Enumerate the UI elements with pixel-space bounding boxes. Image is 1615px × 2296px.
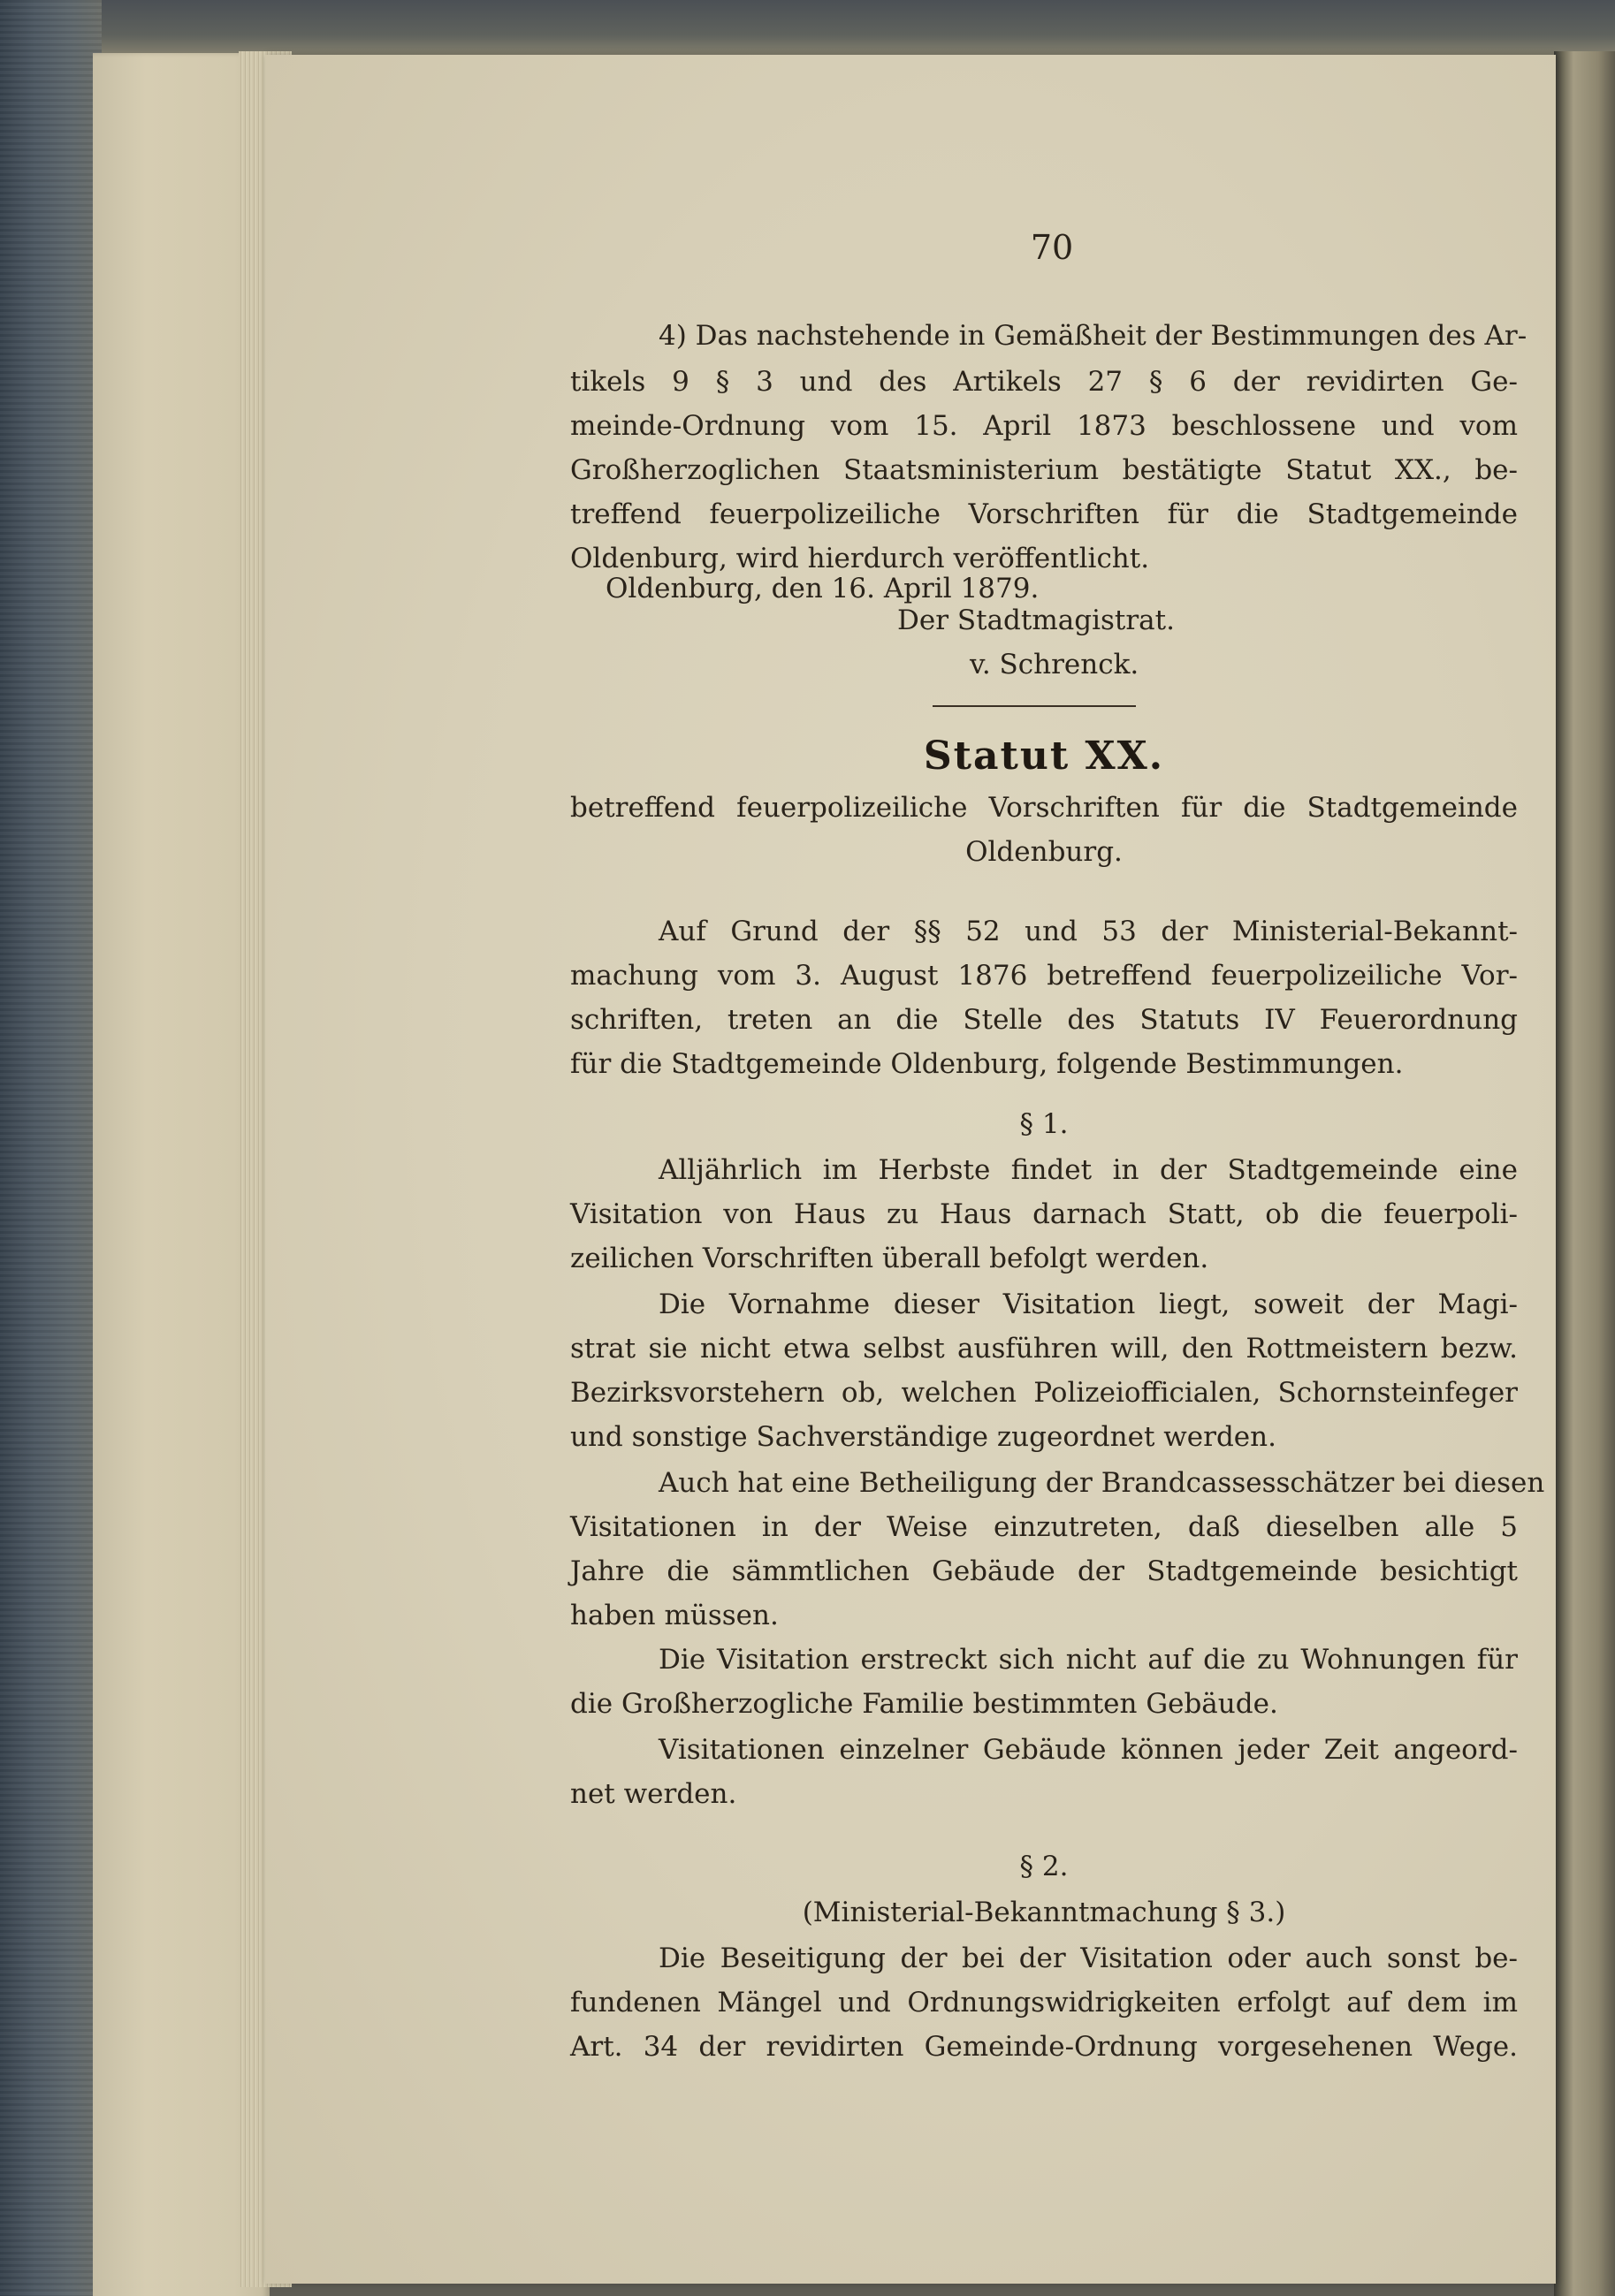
section-1-line-7: und sonstige Sachverständige zugeordnet werden. bbox=[570, 1421, 1276, 1453]
section-1-line-9: Visitationen in der Weise einzutreten, daß dieselben alle 5 bbox=[570, 1511, 1518, 1543]
subtitle-line-2: Oldenburg. bbox=[965, 836, 1123, 868]
right-page-edge bbox=[1554, 51, 1615, 2296]
intro-line-2: tikels 9 § 3 und des Artikels 27 § 6 der revidirten Ge- bbox=[570, 366, 1518, 398]
section-1-line-5: strat sie nicht etwa selbst ausführen will, den Rottmeistern bezw. bbox=[570, 1333, 1518, 1365]
section-1-line-11: haben müssen. bbox=[570, 1600, 779, 1631]
section-1-line-4: Die Vornahme dieser Visitation liegt, soweit der Magi- bbox=[659, 1289, 1518, 1320]
section-2-line-2: fundenen Mängel und Ordnungswidrigkeiten erfolgt auf dem im bbox=[570, 1987, 1518, 2019]
intro-line-3: meinde-Ordnung vom 15. April 1873 beschlossene und vom bbox=[570, 410, 1518, 442]
section-1-line-15: net werden. bbox=[570, 1778, 737, 1810]
section-1-line-6: Bezirksvorstehern ob, welchen Polizeiofficialen, Schornsteinfeger bbox=[570, 1377, 1518, 1409]
section-1-line-14: Visitationen einzelner Gebäude können jeder Zeit angeord- bbox=[659, 1734, 1518, 1766]
section-1-line-8: Auch hat eine Betheiligung der Brandcassesschätzer bei diesen bbox=[659, 1467, 1545, 1499]
section-1-heading: § 1. bbox=[1019, 1108, 1069, 1140]
page-number: 70 bbox=[1030, 228, 1074, 267]
preamble-line-2: machung vom 3. August 1876 betreffend feuerpolizeiliche Vor- bbox=[570, 960, 1518, 992]
intro-line-1: 4) Das nachstehende in Gemäßheit der Bestimmungen des Ar- bbox=[659, 320, 1527, 352]
preamble-line-1: Auf Grund der §§ 52 und 53 der Ministerial-Bekannt- bbox=[659, 916, 1518, 947]
statute-body bbox=[570, 0, 1545, 2296]
preamble-line-4: für die Stadtgemeinde Oldenburg, folgende Bestimmungen. bbox=[570, 1048, 1404, 1080]
section-2-line-1: Die Beseitigung der bei der Visitation oder auch sonst be- bbox=[659, 1942, 1518, 1974]
section-2-heading: § 2. bbox=[1019, 1851, 1069, 1882]
section-1-line-10: Jahre die sämmtlichen Gebäude der Stadtgemeinde besichtigt bbox=[570, 1555, 1518, 1587]
book-cover-left bbox=[0, 0, 102, 2296]
signature: v. Schrenck. bbox=[970, 649, 1139, 680]
section-1-line-1: Alljährlich im Herbste findet in der Stadtgemeinde eine bbox=[659, 1154, 1518, 1186]
section-1-line-3: zeilichen Vorschriften überall befolgt werden. bbox=[570, 1243, 1209, 1274]
section-2-line-3: Art. 34 der revidirten Gemeinde-Ordnung vorgesehenen Wege. bbox=[570, 2031, 1518, 2063]
intro-line-5: treffend feuerpolizeiliche Vorschriften für die Stadtgemeinde bbox=[570, 498, 1518, 530]
statute-title: Statut XX. bbox=[923, 734, 1165, 779]
section-1-line-2: Visitation von Haus zu Haus darnach Statt, ob die feuerpoli- bbox=[570, 1198, 1518, 1230]
intro-line-4: Großherzoglichen Staatsministerium bestätigte Statut XX., be- bbox=[570, 454, 1518, 486]
intro-line-6: Oldenburg, wird hierdurch veröffentlicht. bbox=[570, 543, 1150, 574]
section-2-reference: (Ministerial-Bekanntmachung § 3.) bbox=[802, 1897, 1286, 1928]
authority: Der Stadtmagistrat. bbox=[897, 604, 1175, 636]
section-1-line-12: Die Visitation erstreckt sich nicht auf die zu Wohnungen für bbox=[659, 1644, 1518, 1676]
subtitle-line-1: betreffend feuerpolizeiliche Vorschriften für die Stadtgemeinde bbox=[570, 792, 1518, 824]
section-1-line-13: die Großherzogliche Familie bestimmten Gebäude. bbox=[570, 1688, 1278, 1720]
place-date: Oldenburg, den 16. April 1879. bbox=[606, 573, 1040, 604]
preamble-line-3: schriften, treten an die Stelle des Statuts IV Feuerordnung bbox=[570, 1004, 1518, 1036]
